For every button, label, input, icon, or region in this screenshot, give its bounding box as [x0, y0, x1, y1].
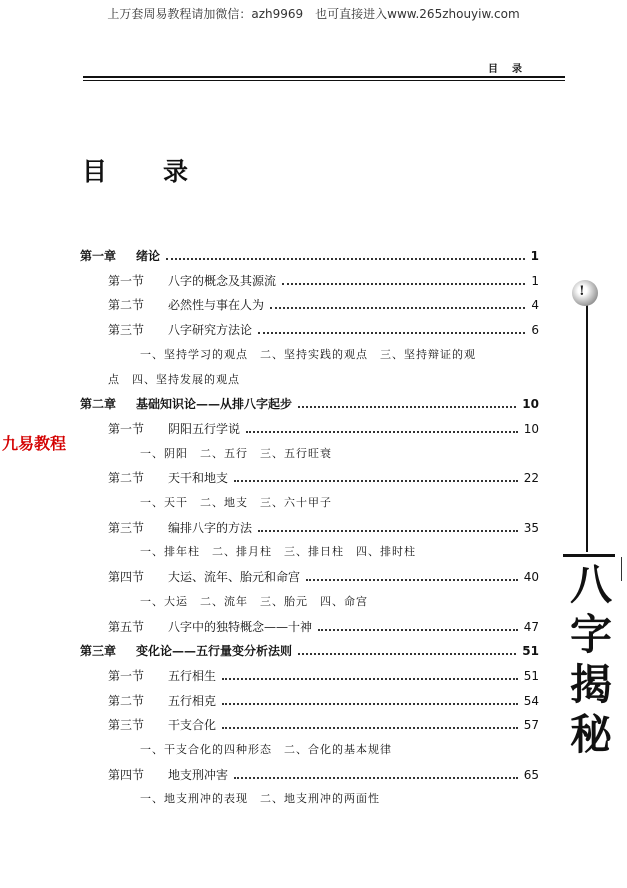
dot-leader	[166, 258, 525, 260]
section-label: 第二节	[108, 298, 145, 312]
toc-subsection-list: 点 四、坚持发展的观点	[108, 373, 240, 386]
section-title: 必然性与事在人为	[168, 298, 265, 312]
page-number: 65	[523, 768, 539, 782]
logo-mark: !	[579, 284, 585, 299]
running-head: 目录	[488, 64, 536, 75]
toc-subsection-list: 一、天干 二、地支 三、六十甲子	[140, 496, 332, 509]
page-number: 22	[523, 471, 539, 485]
toc-subsection-list: 一、干支合化的四种形态 二、合化的基本规律	[140, 743, 392, 756]
section-title: 大运、流年、胎元和命宫	[168, 570, 301, 584]
page-number: 6	[531, 323, 539, 337]
page-number: 1	[531, 274, 539, 288]
toc-section-entry	[0, 294, 627, 316]
dot-leader	[258, 530, 518, 532]
toc-section-entry	[0, 566, 627, 588]
section-label: 第三节	[108, 521, 145, 535]
chapter-label: 第一章	[80, 249, 117, 263]
section-title: 地支刑冲害	[168, 768, 229, 782]
dot-leader	[298, 653, 516, 655]
page-number: 1	[530, 249, 539, 263]
chapter-title: 变化论——五行量变分析法则	[136, 644, 293, 658]
section-label: 第四节	[108, 768, 145, 782]
page-number: 40	[523, 570, 539, 584]
dot-leader	[298, 406, 516, 408]
section-label: 第三节	[108, 323, 145, 337]
toc-chapter-entry	[0, 245, 627, 267]
toc-chapter-entry	[0, 393, 627, 415]
section-label: 第五节	[108, 620, 145, 634]
page-edge-mark	[621, 557, 622, 581]
section-label: 第四节	[108, 570, 145, 584]
toc-section-entry	[0, 319, 627, 341]
header-rule-thin	[83, 80, 565, 81]
chapter-title: 绪论	[136, 249, 161, 263]
dot-leader	[258, 332, 525, 334]
chapter-label: 第二章	[80, 397, 117, 411]
dot-leader	[234, 777, 518, 779]
section-title: 五行相克	[168, 694, 217, 708]
section-label: 第二节	[108, 471, 145, 485]
spine-book-title	[566, 560, 616, 760]
dot-leader	[234, 480, 518, 482]
toc-section-entry	[0, 467, 627, 489]
spine-char: 八	[569, 560, 612, 609]
toc-section-entry	[0, 616, 627, 638]
dot-leader	[222, 727, 518, 729]
section-label: 第一节	[108, 422, 145, 436]
spine-char: 揭	[569, 660, 612, 709]
page-number: 10	[522, 397, 539, 411]
dot-leader	[246, 431, 518, 433]
toc-subsection-list: 一、地支刑冲的表现 二、地支刑冲的两面性	[140, 792, 380, 805]
dot-leader	[222, 703, 518, 705]
section-label: 第二节	[108, 694, 145, 708]
toc-subsection-list: 一、阴阳 二、五行 三、五行旺衰	[140, 447, 332, 460]
download-banner: 上万套周易教程请加微信：azh9969 也可直接进入www.265zhouyiw.com	[107, 7, 520, 21]
section-title: 八字中的独特概念——十神	[168, 620, 313, 634]
dot-leader	[282, 283, 525, 285]
page-number: 4	[531, 298, 539, 312]
toc-section-entry	[0, 714, 627, 736]
chapter-label: 第三章	[80, 644, 117, 658]
chapter-title: 基础知识论——从排八字起步	[136, 397, 293, 411]
toc-subsection-list: 一、坚持学习的观点 二、坚持实践的观点 三、坚持辩证的观	[140, 348, 476, 361]
spine-char: 字	[569, 610, 612, 659]
dot-leader	[270, 307, 525, 309]
toc-section-entry	[0, 270, 627, 292]
toc-subsection-list: 一、大运 二、流年 三、胎元 四、命宫	[140, 595, 368, 608]
toc-section-entry	[0, 764, 627, 786]
page-number: 51	[523, 669, 539, 683]
section-title: 阴阳五行学说	[168, 422, 241, 436]
section-title: 八字的概念及其源流	[168, 274, 277, 288]
header-rule	[83, 76, 565, 78]
section-title: 天干和地支	[168, 471, 229, 485]
watermark-text: 九易教程	[2, 434, 67, 453]
dot-leader	[222, 678, 518, 680]
section-label: 第三节	[108, 718, 145, 732]
publisher-logo-icon	[572, 280, 598, 306]
page-number: 54	[523, 694, 539, 708]
toc-section-entry	[0, 665, 627, 687]
spine-title-rule	[563, 554, 615, 557]
section-title: 编排八字的方法	[168, 521, 253, 535]
section-label: 第一节	[108, 669, 145, 683]
page-number: 57	[523, 718, 539, 732]
page-number: 47	[523, 620, 539, 634]
page-number: 51	[522, 644, 539, 658]
toc-subsection-list: 一、排年柱 二、排月柱 三、排日柱 四、排时柱	[140, 545, 416, 558]
toc-title: 目录	[82, 157, 245, 186]
dot-leader	[306, 579, 518, 581]
page-number: 10	[523, 422, 539, 436]
section-label: 第一节	[108, 274, 145, 288]
section-title: 五行相生	[168, 669, 217, 683]
spine-char: 秘	[569, 710, 612, 759]
section-title: 八字研究方法论	[168, 323, 253, 337]
dot-leader	[318, 629, 518, 631]
page-number: 35	[523, 521, 539, 535]
spine-rule	[586, 282, 588, 552]
toc-section-entry	[0, 418, 627, 440]
toc-section-entry	[0, 690, 627, 712]
section-title: 干支合化	[168, 718, 217, 732]
toc-chapter-entry	[0, 640, 627, 662]
toc-section-entry	[0, 517, 627, 539]
